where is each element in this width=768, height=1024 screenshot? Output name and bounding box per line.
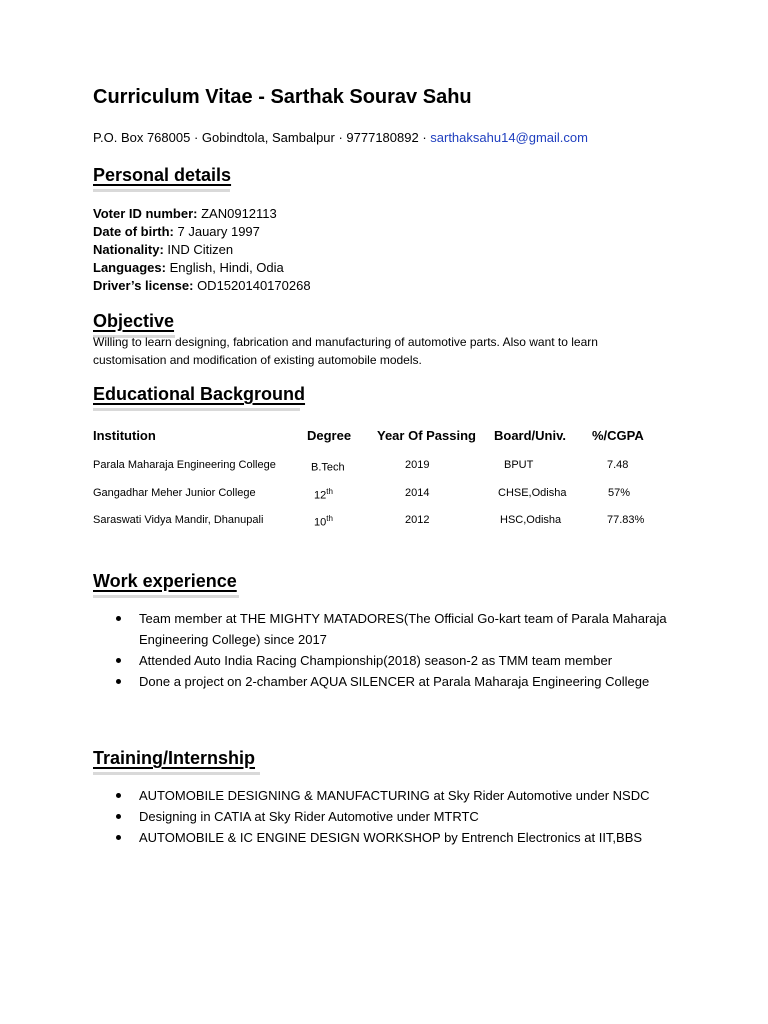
personal-detail-item: Languages: English, Hindi, Odia [93,260,284,275]
edu-year: 2019 [405,459,430,471]
work-experience-item: Attended Auto India Racing Championship(2018) season-2 as TMM team member [93,650,699,671]
training-item: AUTOMOBILE DESIGNING & MANUFACTURING at Sky Rider Automotive under NSDC [93,785,719,806]
contact-line [93,130,588,145]
edu-board: HSC,Odisha [500,514,562,526]
col-institution: Institution [93,428,156,443]
edu-score: 77.83% [607,514,645,526]
training-heading: Training/Internship [93,748,256,768]
personal-details-list [93,205,311,295]
edu-board: CHSE,Odisha [498,487,567,499]
personal-detail-item: Voter ID number: ZAN0912113 [93,206,277,221]
contact-address-phone: P.O. Box 768005 · Gobindtola, Sambalpur · 9777180892 · [93,130,431,145]
work-experience-item: Team member at THE MIGHTY MATADORES(The Official Go-kart team of Parala Maharaja Engineering College) since 2017 [93,608,699,650]
edu-degree: 12th [314,487,333,502]
heading-underline-shadow [93,595,239,598]
edu-score: 7.48 [607,459,629,471]
personal-detail-item: Nationality: IND Citizen [93,242,234,257]
document-title: Curriculum Vitae - Sarthak Sourav Sahu [93,86,472,108]
work-experience-list [93,608,699,692]
education-heading: Educational Background [93,384,306,404]
heading-underline-shadow [93,408,300,411]
col-degree: Degree [307,428,352,443]
edu-degree: B.Tech [311,461,345,474]
col-year: Year Of Passing [377,428,476,443]
personal-detail-item: Driver’s license: OD1520140170268 [93,278,311,293]
personal-detail-item: Date of birth: 7 Jauary 1997 [93,224,260,239]
edu-year: 2012 [405,514,430,526]
col-board: Board/Univ. [494,428,566,443]
edu-board: BPUT [504,459,534,471]
edu-institution: Gangadhar Meher Junior College [93,487,256,499]
heading-underline-shadow [93,189,230,192]
personal-details-heading: Personal details [93,165,232,185]
edu-institution: Saraswati Vidya Mandir, Dhanupali [93,514,264,526]
edu-year: 2014 [405,487,430,499]
edu-institution: Parala Maharaja Engineering College [93,459,276,471]
objective-heading: Objective [93,311,175,331]
training-list [93,785,719,848]
edu-degree: 10th [314,514,333,529]
training-item: AUTOMOBILE & IC ENGINE DESIGN WORKSHOP by Entrench Electronics at IIT,BBS [93,827,719,848]
training-item: Designing in CATIA at Sky Rider Automotive under MTRTC [93,806,719,827]
work-experience-heading: Work experience [93,571,237,591]
edu-score: 57% [608,487,631,499]
col-score: %/CGPA [592,428,644,443]
work-experience-item: Done a project on 2-chamber AQUA SILENCER at Parala Maharaja Engineering College [93,671,699,692]
heading-underline-shadow [93,772,260,775]
objective-text: Willing to learn designing, fabrication and manufacturing of automotive parts. Also want to learn customisation and modification of existing automobile models. [93,335,598,367]
email-link[interactable]: sarthaksahu14@gmail.com [430,130,588,145]
